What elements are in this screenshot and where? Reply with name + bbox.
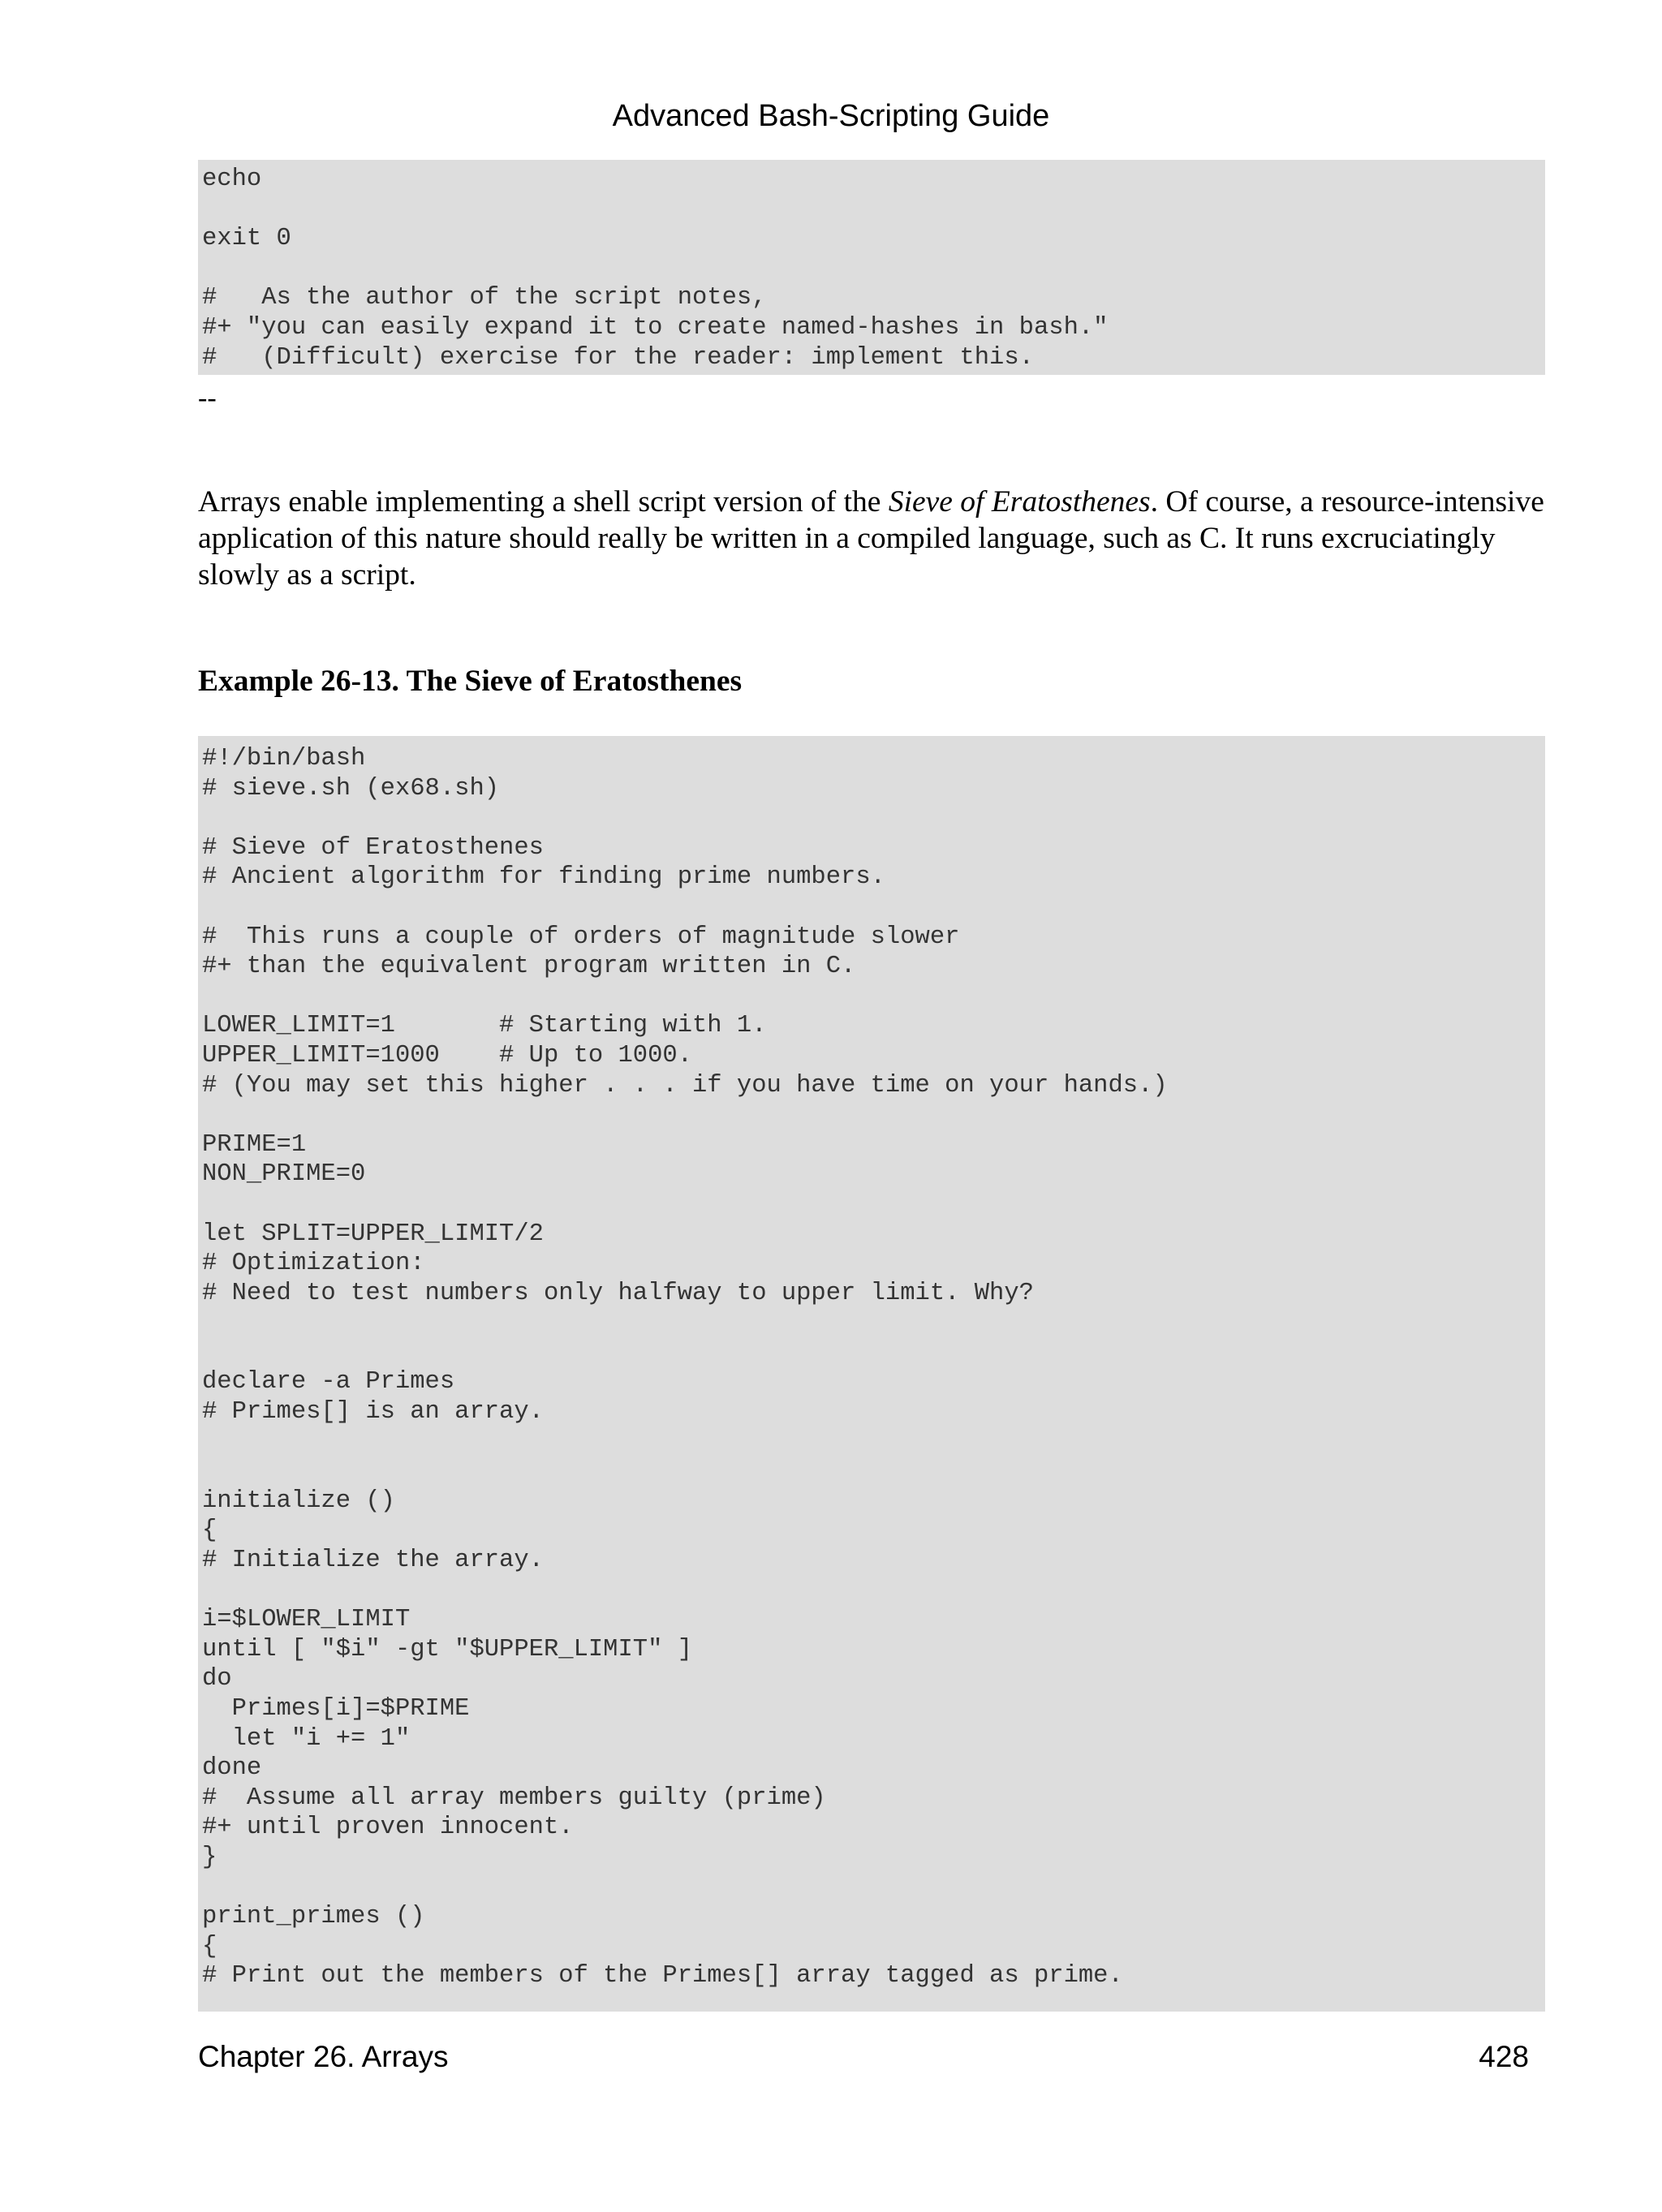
page-header-title: Advanced Bash-Scripting Guide [612,99,1050,133]
footer-chapter: Chapter 26. Arrays [198,2040,449,2073]
paragraph-text-before: Arrays enable implementing a shell script version of the [198,485,889,519]
paragraph-text-after: . Of course, a resource-intensive application of this nature should really be written in a compiled language, such as C. It runs excruciatingly slowly as a script. [198,485,1544,592]
example-title: Example 26-13. The Sieve of Eratosthenes [198,665,743,698]
code-block-sieve: #!/bin/bash # sieve.sh (ex68.sh) # Sieve of Eratosthenes # Ancient algorithm for finding prime numbers. # This runs a couple of orders of magnitude slower #+ than the equivalent program written in C. LOWER_LIMIT=1 # Starting with 1. UPPER_LIMIT=1000 # Up to 1000. # (You may set this higher . . . if you have time on your hands.) PRIME=1 NON_PRIME=0 let SPLIT=UPPER_LIMIT/2 # Optimization: # Need to test numbers only halfway to upper limit. Why? declare -a Primes # Primes[] is an array. initialize () { # Initialize the array. i=$LOWER_LIMIT until [ "$i" -gt "$UPPER_LIMIT" ] do Primes[i]=$PRIME let "i += 1" done # Assume all array members guilty (prime) #+ until proven innocent. } print_primes () { # Print out the members of the Primes[] array tagged as prime. [198,736,1545,2012]
body-paragraph [198,484,1549,593]
code-block-continued: echo exit 0 # As the author of the script notes, #+ "you can easily expand it to create named-hashes in bash." # (Difficult) exercise for the reader: implement this. [198,160,1545,375]
separator-text: -- [198,383,217,413]
footer-page-number: 428 [1479,2040,1529,2073]
paragraph-emphasis: Sieve of Eratosthenes [888,485,1151,519]
